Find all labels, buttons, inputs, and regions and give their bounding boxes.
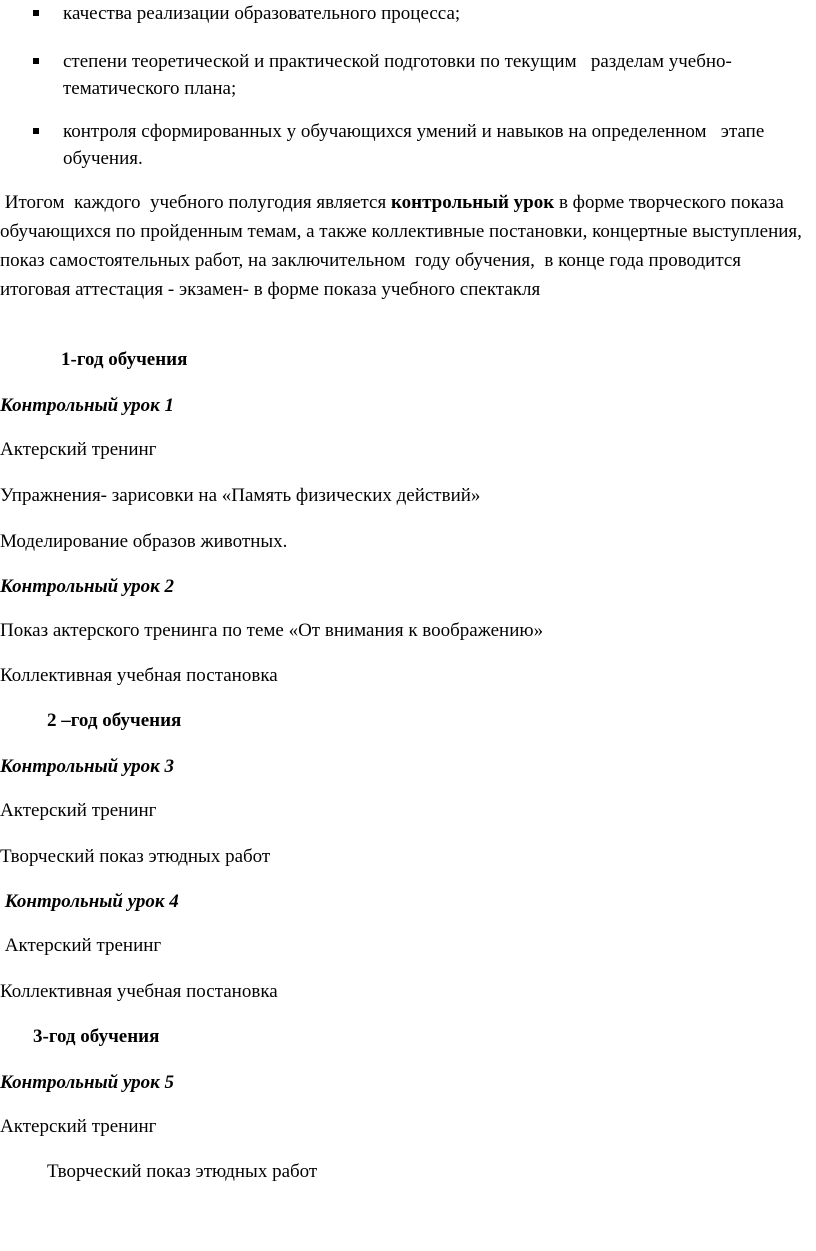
lesson-heading: Контрольный урок 4	[0, 891, 179, 912]
square-bullet-icon	[33, 10, 39, 16]
lesson-item: Актерский тренинг	[0, 439, 157, 460]
intro-bold-term: контрольный урок	[390, 192, 555, 213]
lesson-heading: Контрольный урок 5	[0, 1072, 175, 1093]
lesson-item: Актерский тренинг	[0, 1116, 157, 1137]
year-heading: 2 –год обучения	[47, 710, 182, 731]
lesson-heading: Контрольный урок 3	[0, 756, 175, 777]
year-heading: 1-год обучения	[61, 349, 188, 370]
lesson-item: Моделирование образов животных.	[0, 531, 288, 552]
lesson-heading: Контрольный урок 2	[0, 576, 175, 597]
year-heading: 3-год обучения	[33, 1026, 160, 1047]
lesson-item: Упражнения- зарисовки на «Память физических действий»	[0, 485, 481, 506]
lesson-item: Коллективная учебная постановка	[0, 665, 278, 686]
bullet-text: контроля сформированных у обучающихся умений и навыков на определенном этапе обучения.	[63, 121, 770, 169]
lesson-heading: Контрольный урок 1	[0, 395, 175, 416]
intro-text-start: Итогом каждого учебного полугодия является	[0, 192, 391, 213]
bullet-text: качества реализации образовательного процесса;	[63, 3, 461, 24]
lesson-item: Коллективная учебная постановка	[0, 981, 278, 1002]
intro-text-end: в форме творческого показа обучающихся по пройденным темам, а также коллективные постановки, концертные выступления, показ самостоятельных работ, на заключительном году обучения, в конце года проводится итоговая аттестация - экзамен- в форме показа учебного спектакля	[0, 192, 807, 300]
lesson-item: Актерский тренинг	[0, 800, 157, 821]
intro-paragraph	[0, 188, 812, 304]
lesson-item: Творческий показ этюдных работ	[47, 1161, 318, 1182]
lesson-item: Творческий показ этюдных работ	[0, 846, 271, 867]
bullet-text: степени теоретической и практической подготовки по текущим разделам учебно-тематического плана;	[63, 51, 732, 99]
lesson-item: Показ актерского тренинга по теме «От внимания к воображению»	[0, 620, 544, 641]
square-bullet-icon	[33, 58, 39, 64]
square-bullet-icon	[33, 128, 39, 134]
lesson-item: Актерский тренинг	[0, 935, 162, 956]
